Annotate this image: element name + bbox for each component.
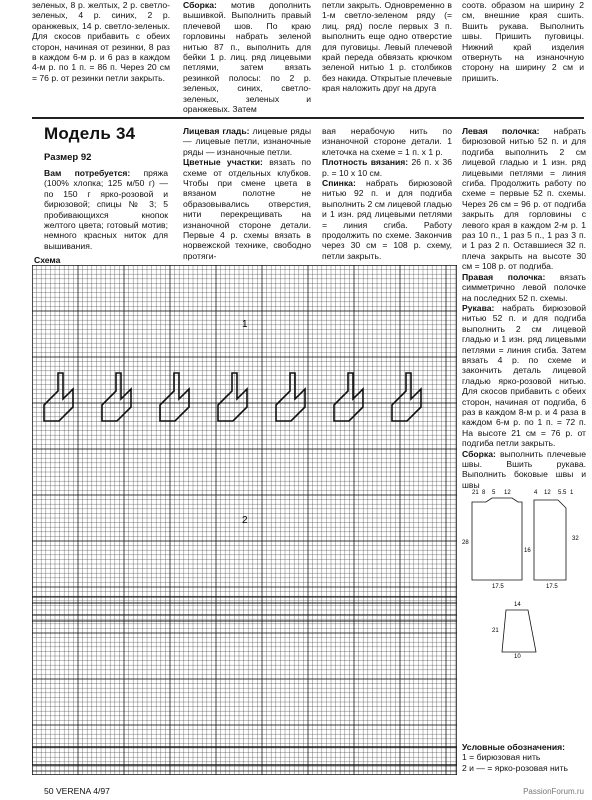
front-width-3: 5.5 (558, 490, 567, 496)
strand-text: вая нерабочую нить по изнаночной стороне детали. 1 клеточка на схеме = 1 п. х 1 р. (322, 126, 452, 157)
legend (462, 742, 586, 773)
final-assembly-text: выполнить плечевые швы. Вшить рукава. Выполнить боковые швы и швы (462, 448, 586, 490)
instructions-column-2 (183, 126, 311, 261)
color-areas-text: вязать по схеме от отдельных клубков. Чтобы при смене цвета в вязаном полотне не образовывались отверстия, нити перекрещивать на изнаночной стороне детали. Первые 4 р. схемы вязать в норвежской технике, свободно протяги- (183, 157, 311, 261)
gauge-label: Плотность вязания: (322, 157, 409, 168)
knitting-chart-grid (32, 265, 457, 775)
back-text: набрать бирюзовой нитью 92 п. и для подгиба выполнить 2 см лицевой гладью и 1 изн. ряд лицевыми петлями = линия сгиба. Работу продолжить по схеме. Закончив через 30 см = 108 р. схему, петли закрыть. (322, 178, 452, 261)
instructions-column-3 (322, 126, 452, 261)
sleeves-text: набрать бирюзовой нитью 52 п. и для подгиба выполнить 2 см лицевой гладью и 1 изн. ряд лицевыми петлями = линия сгиба. Затем вязать 4 р. по схеме и закончить деталь лицевой гладью ярко-розовой нитью. Для скосов прибавить с обеих сторон, начиная от подгиба, 6 раз в каждом 8-м р. и 4 раза в каждом 6-м р. по 1 п. = 72 п. На высоте 21 см = 76 р. от подгиба петли закрыть. (462, 302, 586, 449)
right-front-label: Правая полочка: (462, 271, 546, 282)
front-width-1: 4 (534, 490, 538, 496)
top-column-2-text: мотив дополнить вышивкой. Выполнить правый плечевой шов. По краю горловины набрать зеленой нитью 87 п., выполнить для бейки 1 р. лиц. ряд лицевыми петлями, затем вязать резинкой полосы: по 2 р. зеленых, синих, светло-зеленых, зеленых и оранжевых. Затем (183, 0, 311, 115)
model-size: Размер 92 (44, 152, 92, 163)
stockinette-label: Лицевая гладь: (183, 126, 250, 136)
stockinette-text: лицевые ряды — лицевые петли, изнаночные ряды — изнаночные петли. (183, 126, 311, 157)
top-column-3-text: петли закрыть. Одновременно в 1-м светло-зеленом ряду (= лиц. ряд) после первых 3 п. выполнить еще одно отверстие для пуговицы. Левый плечевой край переда обвязать крючком зеленой нитью 1 р. столбиков без накида. Открытые плечевые края наложить друг на друга (322, 0, 452, 94)
scheme-label: Схема (34, 255, 61, 265)
top-column-3 (322, 0, 452, 94)
sleeve-piece-outline (502, 610, 536, 652)
top-column-2 (183, 0, 311, 114)
front-piece-outline (534, 500, 566, 580)
back-piece-outline (472, 498, 522, 580)
back-height-label: 28 (462, 540, 469, 546)
section-divider (32, 117, 584, 119)
legend-title: Условные обозначения: (462, 742, 565, 752)
chart-mark-2: 2 (242, 515, 248, 526)
chart-mark-1: 1 (242, 319, 248, 330)
left-front-text: набрать бирюзовой нитью 52 п. и для подгиба выполнить 2 см лицевой гладью и 1 изн. ряд лицевыми петлями = линия сгиба. Продолжить работу по схеме = первые 52 п. схемы. Через 26 см = 96 р. от подгиба закрыть для горловины с левого края в каждом 2-м р. 1 раз 10 п., 1 раз 5 п., 1 раз 3 п. и 1 раз 2 п. Оставшиеся 32 п. плеча закрыть на высоте 30 см = 108 р. от подгиба. (462, 126, 587, 272)
left-front-label: Левая полочка: (462, 126, 540, 136)
legend-item-pink: 2 и — = ярко-розовая нить (462, 762, 569, 773)
front-width-4: 1 (570, 490, 574, 496)
back-width-2: 8 (482, 490, 486, 496)
front-height-label: 32 (572, 536, 579, 542)
top-column-4-text: соотв. образом на ширину 2 см, внешние края сшить. Вшить рукава. Выполнить швы. Пришить пуговицы. Нижний край изделия отвернуть на изнаночную сторону на ширину 2 см и пришить. (462, 0, 584, 83)
materials-block (44, 168, 168, 251)
back-width-4: 12 (504, 490, 511, 496)
instructions-column-right (462, 126, 586, 490)
sleeves-label: Рукава: (462, 302, 495, 313)
assembly-label: Сборка: (183, 0, 217, 10)
sleeve-bottom-label: 10 (514, 654, 521, 658)
front-bottom-label: 17.5 (546, 584, 558, 590)
materials-label: Вам потребуется: (44, 168, 131, 178)
top-column-1-text: зеленых, 8 р. желтых, 2 р. светло-зеленых, 4 р. синих, 2 р. оранжевых, 14 р. светло-зеленых. Для скосов прибавить с обеих сторон, начиная от резинки, 8 раз в каждом 6-м р. и 6 раз в каждом 4-м р. по 1 п. = 86 п. Через 20 см = 76 р. от резинки петли закрыть. (32, 0, 170, 83)
page-footer: 50 VERENA 4/97 (44, 786, 110, 796)
knitting-chart (32, 265, 457, 775)
final-assembly-label: Сборка: (462, 448, 496, 459)
pattern-diagram-svg (462, 488, 587, 658)
model-title: Модель 34 (44, 124, 136, 143)
legend-item-turquoise: 1 = бирюзовая нить (462, 752, 541, 763)
right-front-text: вязать симметрично левой полочке на последних 52 п. схемы. (462, 271, 586, 303)
pattern-diagram (462, 488, 587, 658)
color-areas-label: Цветные участки: (183, 157, 263, 168)
top-column-4 (462, 0, 584, 83)
materials-text: пряжа (100% хлопка; 125 м/50 г) — по 150 г ярко-розовой и бирюзовой; спицы № 3; 5 пробивающихся кнопок желтого цвета; готовый мотив; немного красных ниток для вышивания. (44, 168, 169, 251)
top-column-1 (32, 0, 170, 83)
sleeve-top-label: 14 (514, 602, 521, 608)
side-height-label: 16 (524, 548, 531, 554)
sleeve-height-label: 21 (492, 628, 499, 634)
gauge-text: 26 п. х 36 р. = 10 х 10 см. (322, 157, 452, 178)
back-width-1: 21 (472, 490, 479, 496)
back-bottom-label: 17.5 (492, 584, 504, 590)
front-width-2: 12 (544, 490, 551, 496)
back-width-3: 5 (492, 490, 496, 496)
watermark: PassionForum.ru (523, 787, 584, 796)
back-label: Спинка: (322, 178, 356, 189)
